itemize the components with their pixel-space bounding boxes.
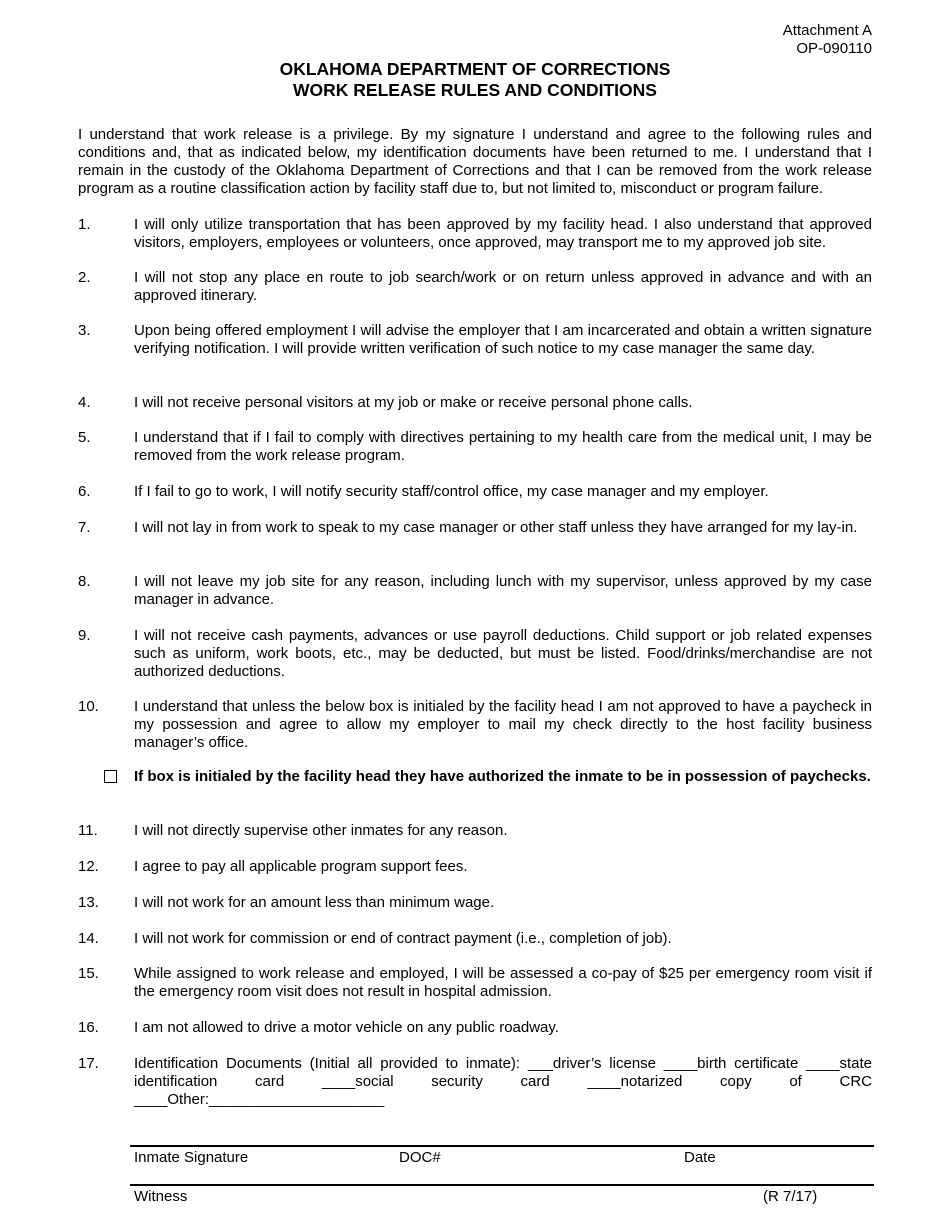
id-documents-line-1[interactable]: Identification Documents (Initial all provided to inmate): ___driver’s license ____birth certificate ____state xyxy=(134,1055,872,1072)
inmate-signature-label: Inmate Signature xyxy=(134,1149,249,1166)
witness-label: Witness xyxy=(134,1188,188,1205)
rule-text: Upon being offered employment I will advise the employer that I am incarcerated and obtain a written signature verifying notification. I will provide written verification of such notice to my case manager the same day. xyxy=(134,322,872,357)
witness-signature-line[interactable] xyxy=(130,1184,874,1186)
rule-text: I will not lay in from work to speak to my case manager or other staff unless they have arranged for my lay-in. xyxy=(134,519,858,536)
rule-text: I will not receive personal visitors at my job or make or receive personal phone calls. xyxy=(134,394,693,411)
rule-number: 7. xyxy=(78,519,91,536)
rule-number: 1. xyxy=(78,216,91,233)
attachment-label: Attachment A xyxy=(782,22,872,39)
inmate-signature-line[interactable] xyxy=(130,1145,874,1147)
rule-number: 9. xyxy=(78,627,91,644)
document-reference xyxy=(783,22,872,58)
rule-text: I agree to pay all applicable program support fees. xyxy=(134,858,468,875)
rule-text: I will not directly supervise other inmates for any reason. xyxy=(134,822,508,839)
rule-number: 15. xyxy=(78,965,99,982)
rule-text: I will not work for an amount less than minimum wage. xyxy=(134,894,495,911)
rule-number: 4. xyxy=(78,394,91,411)
rule-text: I will not leave my job site for any reason, including lunch with my supervisor, unless approved by my case manager in advance. xyxy=(134,573,872,608)
date-label: Date xyxy=(684,1149,716,1166)
revision-date: (R 7/17) xyxy=(763,1188,818,1205)
rule-number: 11. xyxy=(78,822,98,839)
id-documents-other-line[interactable]: ____Other:_____________________ xyxy=(134,1091,385,1108)
rule-number: 14. xyxy=(78,930,99,947)
id-documents-line-2[interactable]: identification card ____social security card ____notarized copy of CRC xyxy=(134,1073,872,1090)
paycheck-authorization-text: If box is initialed by the facility head they have authorized the inmate to be in possession of paychecks. xyxy=(134,768,871,785)
page-title xyxy=(0,59,950,101)
rule-text: While assigned to work release and employed, I will be assessed a co-pay of $25 per emergency room visit if the emergency room visit does not result in hospital admission. xyxy=(134,965,872,1000)
paycheck-authorization-checkbox[interactable] xyxy=(104,770,117,783)
policy-number: OP-090110 xyxy=(796,40,872,57)
rule-number: 17. xyxy=(78,1055,99,1072)
rule-number: 3. xyxy=(78,322,91,339)
rule-text: I will not receive cash payments, advances or use payroll deductions. Child support or job related expenses such as uniform, work boots, etc., may be deducted, but must be listed. Food/drinks/merchandise are not authorized deductions. xyxy=(134,627,872,680)
rule-text: I will not stop any place en route to job search/work or on return unless approved in advance and with an approved itinerary. xyxy=(134,269,872,304)
doc-number-label: DOC# xyxy=(399,1149,441,1166)
rule-number: 5. xyxy=(78,429,91,446)
rule-text: I will not work for commission or end of contract payment (i.e., completion of job). xyxy=(134,930,672,947)
rule-text xyxy=(134,1055,872,1109)
title-line-2: WORK RELEASE RULES AND CONDITIONS xyxy=(293,80,657,100)
rule-number: 8. xyxy=(78,573,91,590)
rule-number: 6. xyxy=(78,483,91,500)
intro-paragraph: I understand that work release is a privilege. By my signature I understand and agree to the following rules and conditions and, that as indicated below, my identification documents have been returned to me. I understand that I remain in the custody of the Oklahoma Department of Corrections and that I can be removed from the work release program as a routine classification action by facility staff due to, but not limited to, misconduct or program failure. xyxy=(78,126,872,197)
rule-text: I understand that if I fail to comply with directives pertaining to my health care from the medical unit, I may be removed from the work release program. xyxy=(134,429,872,464)
rule-text: I will only utilize transportation that has been approved by my facility head. I also understand that approved visitors, employers, employees or volunteers, once approved, may transport me to my approved job site. xyxy=(134,216,872,251)
rule-number: 10. xyxy=(78,698,99,715)
title-line-1: OKLAHOMA DEPARTMENT OF CORRECTIONS xyxy=(279,59,671,79)
rule-number: 16. xyxy=(78,1019,99,1036)
rule-number: 13. xyxy=(78,894,99,911)
rule-text: If I fail to go to work, I will notify security staff/control office, my case manager and my employer. xyxy=(134,483,769,500)
rule-number: 2. xyxy=(78,269,91,286)
rule-text: I understand that unless the below box is initialed by the facility head I am not approved to have a paycheck in my possession and agree to allow my employer to mail my check directly to the host facility business manager’s office. xyxy=(134,698,872,751)
rule-number: 12. xyxy=(78,858,99,875)
rule-text: I am not allowed to drive a motor vehicle on any public roadway. xyxy=(134,1019,559,1036)
